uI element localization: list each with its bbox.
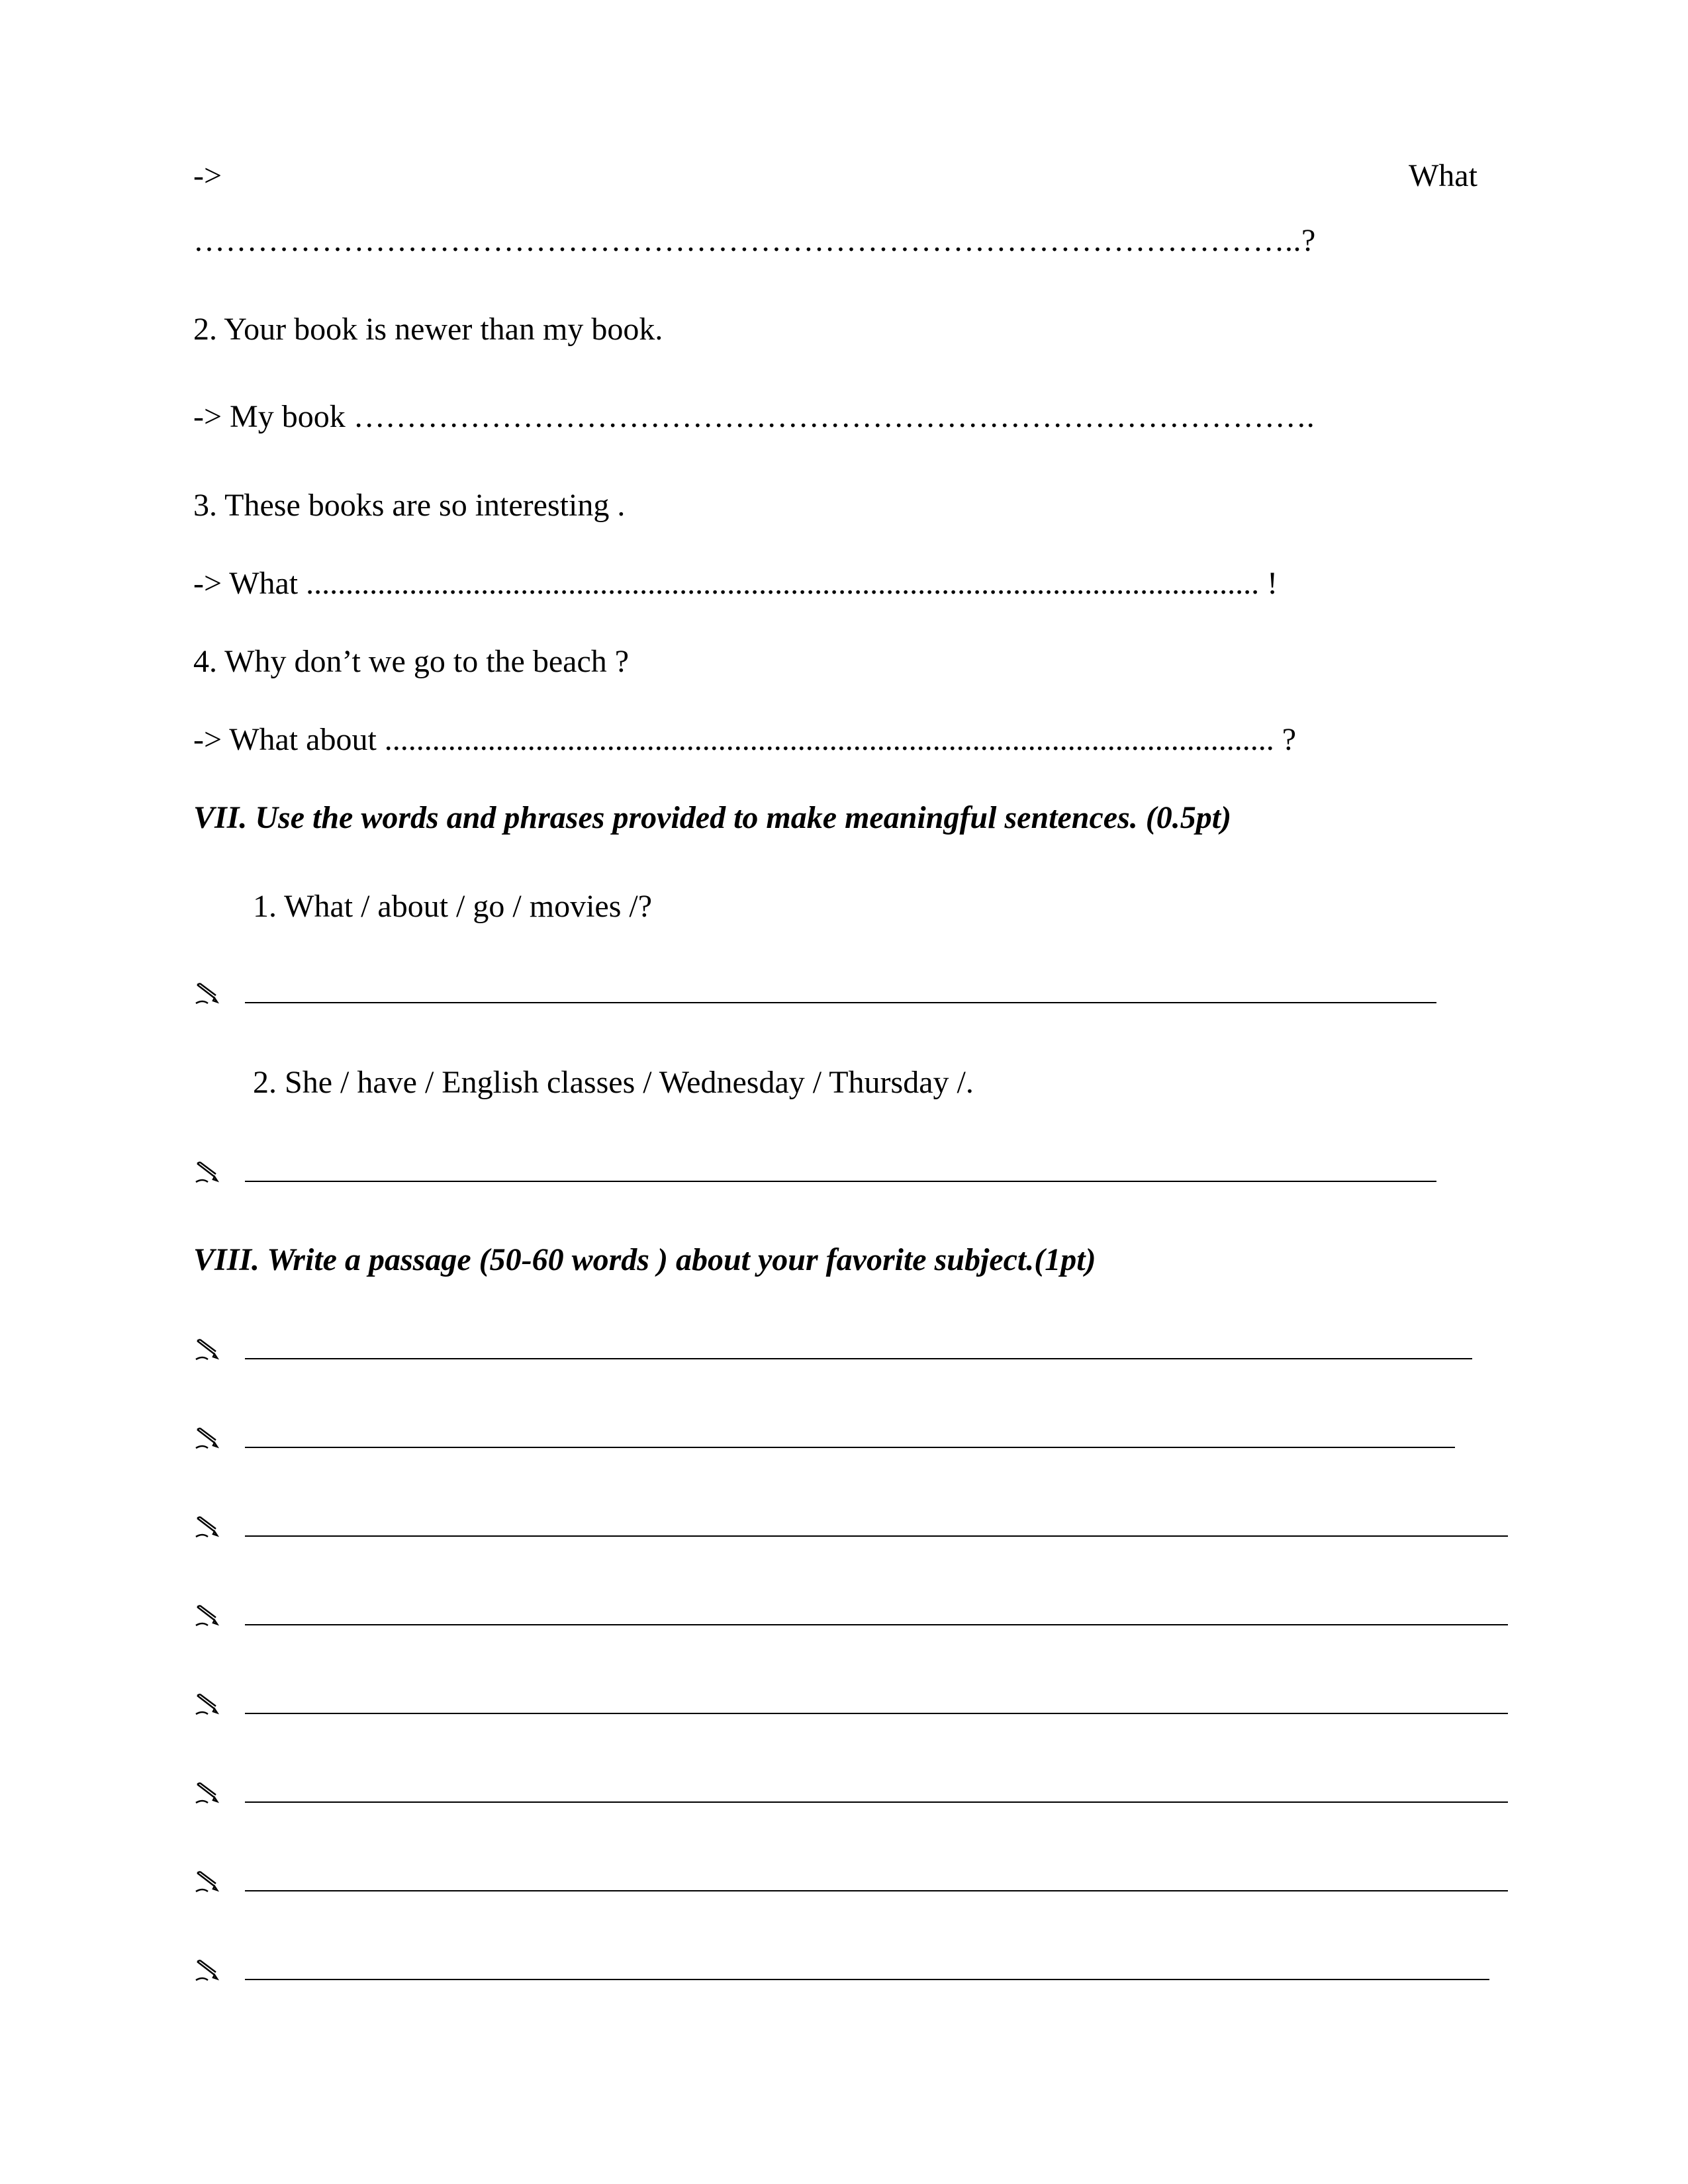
item4-prompt: 4. Why don’t we go to the beach ?	[193, 644, 630, 679]
section8-answer-row-6[interactable]	[193, 1771, 1517, 1811]
item3-prompt: 3. These books are so interesting .	[193, 488, 626, 523]
section7-answer-row-2[interactable]	[193, 1150, 1451, 1190]
section7-answer-row-1[interactable]	[193, 972, 1451, 1011]
pencil-icon	[193, 1690, 222, 1719]
answer-rule	[245, 1002, 1436, 1003]
section8-answer-row-1[interactable]	[193, 1328, 1517, 1367]
answer-rule	[245, 1181, 1436, 1182]
answer-rule	[245, 1801, 1508, 1803]
pencil-icon	[193, 1602, 222, 1631]
section8-answer-row-2[interactable]	[193, 1416, 1517, 1456]
answer-rule	[245, 1358, 1472, 1359]
section8-answer-row-4[interactable]	[193, 1594, 1517, 1633]
pencil-icon	[193, 979, 222, 1009]
section8-heading: VIII. Write a passage (50-60 words ) about your favorite subject.(1pt)	[193, 1242, 1096, 1277]
item2-answer-line[interactable]: -> My book ……………………………………………………………………………….	[193, 399, 1315, 434]
answer-rule	[245, 1890, 1508, 1891]
answer-rule	[245, 1535, 1508, 1537]
section7-item-1: 1. What / about / go / movies /?	[253, 889, 653, 924]
pencil-icon	[193, 1779, 222, 1808]
item1-answer-blank[interactable]: …………………………………………………………………………………………..?	[193, 223, 1316, 258]
pencil-icon	[193, 1158, 222, 1187]
answer-rule	[245, 1624, 1508, 1625]
pencil-icon	[193, 1868, 222, 1897]
section8-answer-row-5[interactable]	[193, 1682, 1517, 1722]
pencil-icon	[193, 1424, 222, 1453]
section8-answer-row-7[interactable]	[193, 1860, 1517, 1899]
answer-rule	[245, 1447, 1455, 1448]
pencil-icon	[193, 1513, 222, 1542]
item3-answer-line[interactable]: -> What ........................................................................................................................ !	[193, 566, 1278, 601]
section7-item-2: 2. She / have / English classes / Wednesday / Thursday /.	[253, 1065, 974, 1100]
item1-arrow: ->	[193, 158, 222, 193]
item4-answer-line[interactable]: -> What about ................................................................................................................ ?	[193, 722, 1297, 757]
pencil-icon	[193, 1956, 222, 1985]
item1-lead-word: What	[1409, 158, 1477, 193]
section8-answer-row-8[interactable]	[193, 1948, 1517, 1988]
section7-heading: VII. Use the words and phrases provided to make meaningful sentences. (0.5pt)	[193, 800, 1232, 835]
section8-answer-row-3[interactable]	[193, 1505, 1517, 1545]
item2-prompt: 2. Your book is newer than my book.	[193, 312, 663, 347]
pencil-icon	[193, 1336, 222, 1365]
answer-rule	[245, 1713, 1508, 1714]
answer-rule	[245, 1979, 1489, 1980]
